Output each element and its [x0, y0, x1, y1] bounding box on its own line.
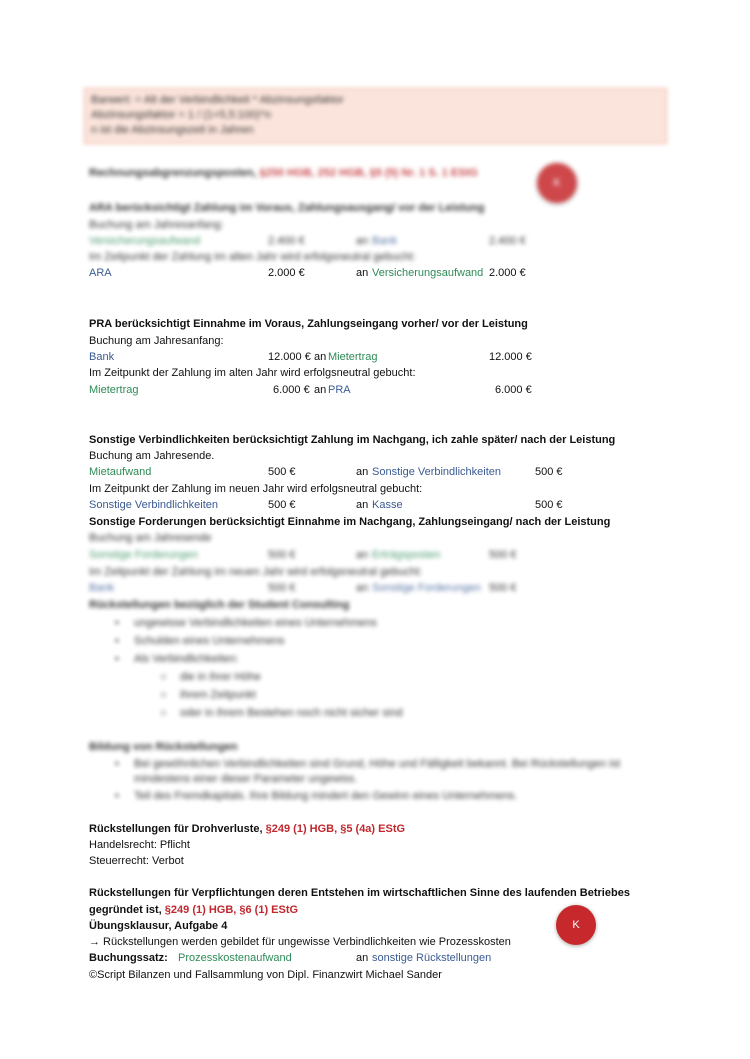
sf-heading: Sonstige Forderungen berücksichtigt Einnahme im Nachgang, Zahlungseingang/ nach der Leistung	[89, 516, 611, 528]
infobox-line-1: Barwert: = Alt der Verbindlichkeit * Abzinsungsfaktor	[91, 94, 344, 106]
drohverluste-ref: §249 (1) HGB, §5 (4a) EStG	[265, 823, 406, 835]
infobox-line-3: n ist die Abzinsungszeit in Jahren	[91, 124, 254, 136]
bullet-icon: •	[115, 790, 119, 802]
arrow-note: → Rückstellungen werden gebildet für ungewisse Verbindlichkeiten wie Prozesskosten	[89, 936, 511, 948]
sv-heading: Sonstige Verbindlichkeiten berücksichtigt Zahlung im Nachgang, ich zahle später/ nach der Leistung	[89, 434, 616, 446]
rap-heading-ref: §250 HGB, 252 HGB, §5 (5) Nr. 1 S. 1 EStG	[259, 167, 478, 179]
drohverluste-heading: Rückstellungen für Drohverluste, §249 (1) HGB, §5 (4a) EStG	[89, 823, 406, 835]
barwert-infobox	[84, 88, 667, 144]
document-page: Barwert: = Alt der Verbindlichkeit * Abzinsungsfaktor Abzinsungsfaktor = 1 / (1+5,5:100)^n n ist die Abzinsungszeit in Jahren Rechnungsabgrenzungsposten, §250 HGB, 252 HGB, §5 (5) Nr. 1 S. 1 EStG K ARA berücksichtigt Zahlung im Voraus, Zahlungsausgang/ vor der Leistung Buchung am Jahresanfang: Versicherungsaufwand 2.400 € an Bank 2.400 € Im Zeitpunkt der Zahlung im alten Jahr wird erfolgsneutral gebucht: ARA 2.000 € an Versicherungsaufwand 2.000 € PRA berücksichtigt Einnahme im Voraus, Zahlungseingang vorher/ vor der Leistung Buchung am Jahresanfang: Bank 12.000 € an Mietertrag 12.000 € Im Zeitpunkt der Zahlung im alten Jahr wird erfolgsneutral gebucht: Mietertrag 6.000 € an PRA 6.000 € Sonstige Verbindlichkeiten berücksichtigt Zahlung im Nachgang, ich zahle später/ nach der Leistung Buchung am Jahresende. Mietaufwand 500 € an Sonstige Verbindlichkeiten 500 € Im Zeitpunkt der Zahlung im neuen Jahr wird erfolgsneutral gebucht: Sonstige Verbindlichkeiten 500 € an Kasse 500 € Sonstige Forderungen berücksichtigt Einnahme im Nachgang, Zahlungseingang/ nach der Leistung Buchung am Jahresende Sonstige Forderungen 500 € an Erträgsposten 500 € Im Zeitpunkt der Zahlung im neuen Jahr wird erfolgsneutral gebucht: Bank 500 € an Sonstige Forderungen 500 € Rückstellungen bezüglich der Student Consulting • ungewisse Verbindlichkeiten eines Unternehmens • Schulden eines Unternehmens • Als Verbindlichkeiten: ○ die in ihrer Höhe ○ ihrem Zeitpunkt ○ oder in ihrem Bestehen noch nicht sicher sind Bildung von Rückstellungen • Bei gewöhnlichen Verbindlichkeiten sind Grund, Höhe und Fälligkeit bekannt. Bei Rückstellungen ist mindestens einer dieser Parameter ungewiss. • Teil des Fremdkapitals. Ihre Bildung mindert den Gewinn eines Unternehmens. Rückstellungen für Drohverluste, §249 (1) HGB, §5 (4a) EStG Handelsrecht: Pflicht Steuerrecht: Verbot Rückstellungen für Verpflichtungen deren Entstehen im wirtschaftlichen Sinne des laufenden Betriebes gegründet ist, §249 (1) HGB, §6 (1) EStG Übungsklausur, Aufgabe 4 K → Rückstellungen werden gebildet für ungewisse Verbindlichkeiten wie Prozesskosten Buchungssatz: Prozesskostenaufwand an sonstige Rückstellungen ©Script Bilanzen und Fallsammlung von Dipl. Finanzwirt Michael Sander	[0, 0, 750, 1059]
verpflichtungen-heading-2: gegründet ist, §249 (1) HGB, §6 (1) EStG	[89, 904, 299, 916]
sv-note: Im Zeitpunkt der Zahlung im neuen Jahr wird erfolgsneutral gebucht:	[89, 483, 423, 495]
bullet-icon: •	[115, 758, 119, 770]
bullet-icon: •	[115, 635, 119, 647]
verpflichtungen-ref: §249 (1) HGB, §6 (1) EStG	[164, 904, 299, 916]
infobox-line-2: Abzinsungsfaktor = 1 / (1+5,5:100)^n	[91, 109, 272, 121]
rap-badge: K	[537, 163, 577, 203]
sub-bullet-icon: ○	[160, 689, 167, 701]
ara-note: Im Zeitpunkt der Zahlung im alten Jahr wird erfolgsneutral gebucht:	[89, 251, 416, 263]
verpflichtungen-heading: Rückstellungen für Verpflichtungen deren Entstehen im wirtschaftlichen Sinne des laufenden Betriebes	[89, 887, 630, 899]
handelsrecht-line: Handelsrecht: Pflicht	[89, 839, 190, 851]
sub-bullet-icon: ○	[160, 671, 167, 683]
rueck-heading: Rückstellungen bezüglich der Student Consulting	[89, 599, 350, 611]
bullet-icon: •	[115, 653, 119, 665]
ara-booking-label: Buchung am Jahresanfang:	[89, 219, 224, 231]
copyright-footer: ©Script Bilanzen und Fallsammlung von Dipl. Finanzwirt Michael Sander	[89, 969, 442, 981]
exam-reference: Übungsklausur, Aufgabe 4	[89, 920, 228, 932]
sub-bullet-icon: ○	[160, 707, 167, 719]
pra-booking-label: Buchung am Jahresanfang:	[89, 335, 224, 347]
pra-note: Im Zeitpunkt der Zahlung im alten Jahr wird erfolgsneutral gebucht:	[89, 367, 416, 379]
bildung-heading: Bildung von Rückstellungen	[89, 741, 238, 753]
verpflichtungen-badge: K	[556, 905, 596, 945]
pra-heading: PRA berücksichtigt Einnahme im Voraus, Zahlungseingang vorher/ vor der Leistung	[89, 318, 528, 330]
ara-heading: ARA berücksichtigt Zahlung im Voraus, Zahlungsausgang/ vor der Leistung	[89, 202, 485, 214]
sf-booking-label: Buchung am Jahresende	[89, 532, 212, 544]
bullet-icon: •	[115, 617, 119, 629]
steuerrecht-line: Steuerrecht: Verbot	[89, 855, 184, 867]
sv-booking-label: Buchung am Jahresende.	[89, 450, 215, 462]
rap-heading: Rechnungsabgrenzungsposten, §250 HGB, 252 HGB, §5 (5) Nr. 1 S. 1 EStG	[89, 167, 478, 179]
sf-note: Im Zeitpunkt der Zahlung im neuen Jahr wird erfolgsneutral gebucht:	[89, 566, 423, 578]
